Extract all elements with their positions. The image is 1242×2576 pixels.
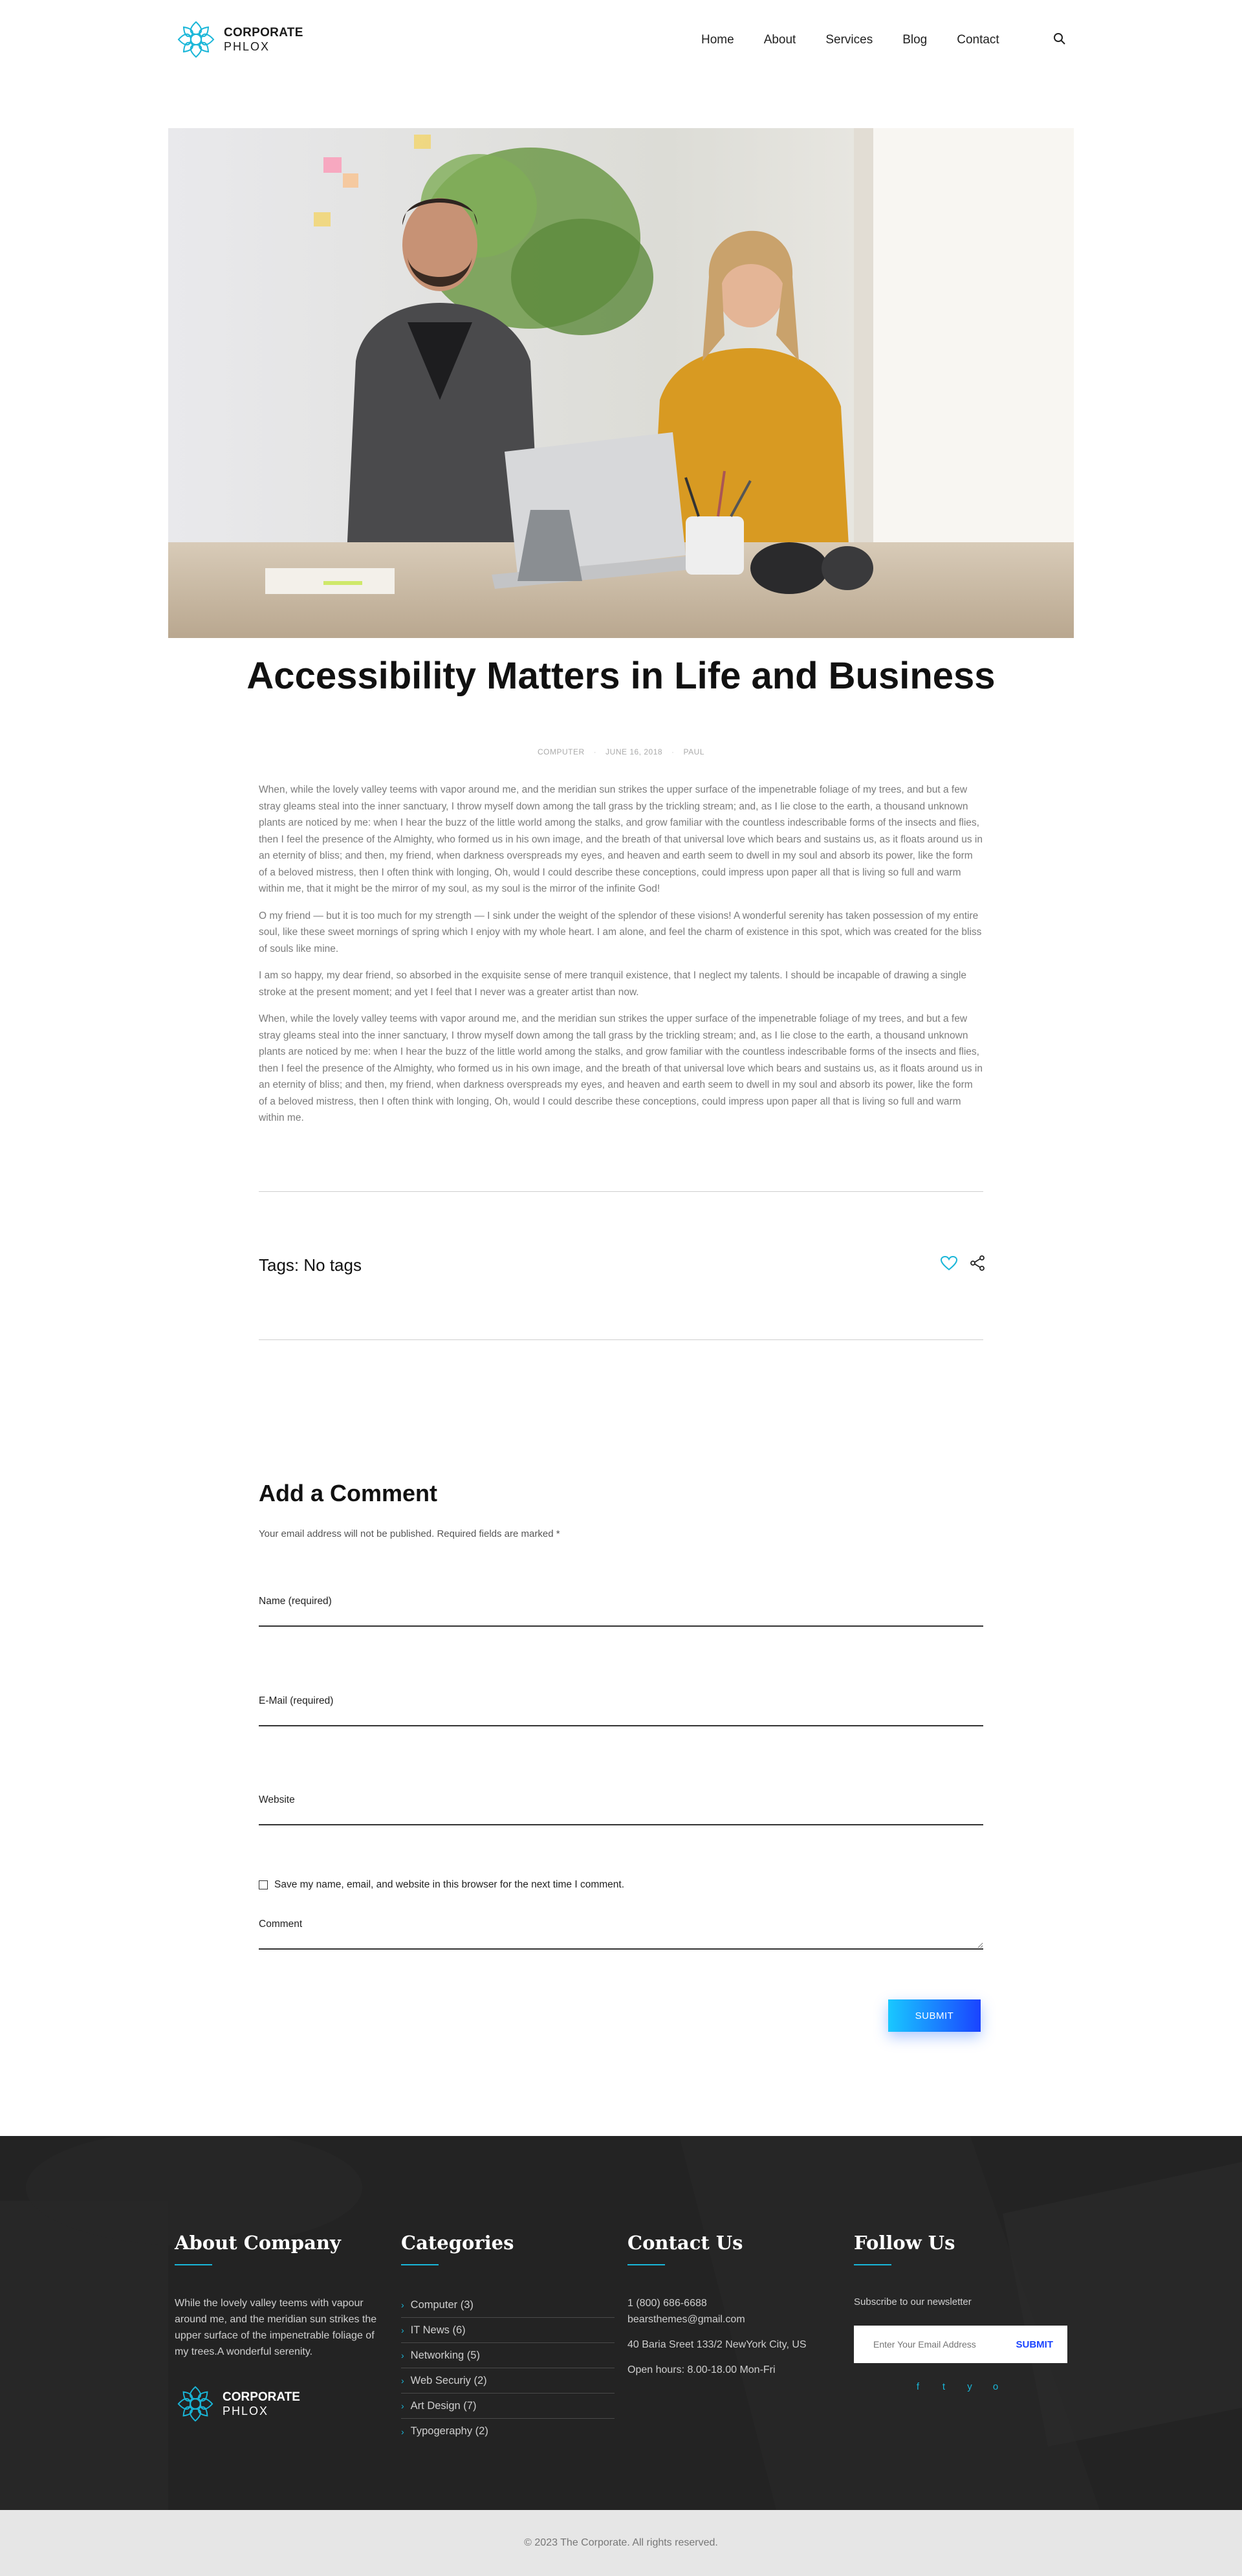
name-field[interactable] <box>259 1596 983 1627</box>
comment-field-label: Comment <box>259 1919 303 1930</box>
name-field-label: Name (required) <box>259 1596 332 1607</box>
footer-logo[interactable] <box>175 2383 388 2425</box>
chevron-right-icon: › <box>401 2375 404 2386</box>
post-paragraph: I am so happy, my dear friend, so absorbed in the exquisite sense of mere tranquil existence, that I neglect my talents. I should be incapable of drawing a single stroke at the present moment; and yet I feel that I never was a greater artist than now. <box>259 970 966 998</box>
category-item[interactable] <box>401 2293 615 2318</box>
nav-contact[interactable]: Contact <box>957 33 999 47</box>
newsletter-form <box>854 2326 1067 2363</box>
logo-name-line1: CORPORATE <box>224 25 303 39</box>
post-meta: COMPUTER · JUNE 16, 2018 · PAUL <box>537 747 705 756</box>
category-label: Typogeraphy (2) <box>410 2425 488 2437</box>
footer-contact <box>627 2232 822 2378</box>
share-icon[interactable] <box>970 1255 985 1271</box>
chevron-right-icon: › <box>401 2300 404 2310</box>
nav-services[interactable]: Services <box>825 33 873 47</box>
title-underline <box>854 2264 891 2265</box>
search-icon[interactable] <box>1052 32 1067 46</box>
post-paragraph: When, while the lovely valley teems with vapor around me, and the meridian sun strikes the upper surface of the impenetrable foliage of my trees, and but a few stray gleams steal into the inner sanctuary, I throw myself down among the tall grass by the trickling stream; and, as I lie close to the earth, a thousand unknown plants are noticed by me: when I hear the buzz of the little world among the stalks, and grow familiar with the countless indescribable forms of the insects and flies, then I feel the presence of the Almighty, who formed us in his own image, and the breath of that universal love which bears and sustains us, as it floats around us in an eternity of bliss; and then, my friend, when darkness overspreads my eyes, and heaven and earth seem to dwell in my soul and absorb its power, like the form of a beloved mistress, then I often think with longing, Oh, would I could describe these conceptions, could impress upon paper all that is living so full and warm within me. <box>259 1013 983 1123</box>
newsletter-email-input[interactable] <box>873 2339 1003 2350</box>
site-logo[interactable] <box>175 18 303 61</box>
email-field-label: E-Mail (required) <box>259 1695 334 1706</box>
category-item[interactable] <box>401 2318 615 2343</box>
divider <box>259 1191 983 1192</box>
website-field[interactable] <box>259 1794 983 1825</box>
chevron-right-icon: › <box>401 2325 404 2335</box>
post-paragraph: O my friend — but it is too much for my strength — I sink under the weight of the splendor of these visions! A wonderful serenity has taken possession of my entire soul, like these sweet mornings of spring which I enjoy with my whole heart. I am alone, and feel the charm of existence in this spot, which was created for the bliss of souls like mine. <box>259 910 982 954</box>
email-input[interactable] <box>259 1707 983 1725</box>
post-title: Accessibility Matters in Life and Business <box>246 655 996 697</box>
title-underline <box>175 2264 212 2265</box>
contact-address: 40 Baria Sreet 133/2 NewYork City, US <box>627 2339 807 2350</box>
category-list <box>401 2293 615 2444</box>
category-item[interactable] <box>401 2343 615 2368</box>
footer-categories <box>401 2232 615 2444</box>
footer-logo-line2: PHLOX <box>223 2404 269 2417</box>
category-item[interactable] <box>401 2368 615 2394</box>
save-info-checkbox-row[interactable] <box>259 1879 624 1891</box>
instagram-icon[interactable]: o <box>992 2381 999 2392</box>
newsletter-subtitle: Subscribe to our newsletter <box>854 2296 972 2307</box>
copyright-bar: © 2023 The Corporate. All rights reserved. <box>0 2510 1242 2576</box>
post-tags: Tags: No tags <box>259 1255 362 1275</box>
chevron-right-icon: › <box>401 2350 404 2361</box>
logo-mark-icon <box>175 18 217 61</box>
like-heart-icon[interactable] <box>940 1255 958 1271</box>
nav-about[interactable]: About <box>763 33 796 47</box>
comment-form-note: Your email address will not be published. Required fields are marked * <box>259 1528 560 1539</box>
save-info-checkbox[interactable] <box>259 1880 268 1889</box>
post-actions <box>940 1255 985 1271</box>
logo-mark-icon <box>175 2383 216 2425</box>
contact-phone[interactable]: 1 (800) 686-6688 <box>627 2298 707 2309</box>
submit-comment-button[interactable]: SUBMIT <box>888 1999 981 2032</box>
site-header <box>0 0 1242 82</box>
title-underline <box>401 2264 439 2265</box>
facebook-icon[interactable]: f <box>916 2381 920 2392</box>
save-info-label: Save my name, email, and website in this browser for the next time I comment. <box>274 1879 625 1890</box>
nav-blog[interactable]: Blog <box>902 33 928 47</box>
twitter-icon[interactable]: t <box>942 2381 946 2392</box>
post-category[interactable]: COMPUTER <box>537 747 585 756</box>
website-input[interactable] <box>259 1806 983 1824</box>
footer-about <box>175 2232 388 2425</box>
chevron-right-icon: › <box>401 2401 404 2411</box>
footer-about-text: While the lovely valley teems with vapour around me, and the meridian sun strikes the upper surface of the impenetrable foliage of my trees.A wonderful serenity. <box>175 2298 377 2357</box>
post-date[interactable]: JUNE 16, 2018 <box>605 747 663 756</box>
category-label: Computer (3) <box>410 2298 474 2311</box>
social-links <box>854 2381 1067 2392</box>
post-featured-image <box>168 128 1074 638</box>
footer-about-title: About Company <box>175 2232 341 2254</box>
comment-field[interactable] <box>259 1919 983 1950</box>
comment-textarea[interactable] <box>259 1930 983 1948</box>
site-footer <box>0 2136 1242 2510</box>
footer-categories-title: Categories <box>401 2232 514 2254</box>
main-nav <box>701 33 1029 47</box>
contact-hours: Open hours: 8.00-18.00 Mon-Fri <box>627 2364 776 2375</box>
nav-home[interactable]: Home <box>701 33 734 47</box>
name-input[interactable] <box>259 1607 983 1625</box>
email-field[interactable] <box>259 1695 983 1726</box>
category-label: Web Securiy (2) <box>410 2374 487 2386</box>
footer-logo-line1: CORPORATE <box>223 2390 300 2404</box>
newsletter-submit-button[interactable]: SUBMIT <box>1016 2339 1053 2350</box>
chevron-right-icon: › <box>401 2426 404 2437</box>
category-item[interactable] <box>401 2419 615 2444</box>
category-item[interactable] <box>401 2394 615 2419</box>
title-underline <box>627 2264 665 2265</box>
website-field-label: Website <box>259 1794 295 1805</box>
category-label: Art Design (7) <box>410 2399 477 2412</box>
logo-name-line2: PHLOX <box>224 39 270 53</box>
post-author[interactable]: PAUL <box>683 747 705 756</box>
footer-follow-title: Follow Us <box>854 2232 955 2254</box>
post-content <box>259 782 983 1137</box>
youtube-icon[interactable]: y <box>967 2381 972 2392</box>
contact-email[interactable]: bearsthemes@gmail.com <box>627 2314 745 2325</box>
post-paragraph: When, while the lovely valley teems with vapor around me, and the meridian sun strikes the upper surface of the impenetrable foliage of my trees, and but a few stray gleams steal into the inner sanctuary, I throw myself down among the tall grass by the trickling stream; and, as I lie close to the earth, a thousand unknown plants are noticed by me: when I hear the buzz of the little world among the stalks, and grow familiar with the countless indescribable forms of the insects and flies, then I feel the presence of the Almighty, who formed us in his own image, and the breath of that universal love which bears and sustains us, as it floats around us in an eternity of bliss; and then, my friend, when darkness overspreads my eyes, and heaven and earth seem to dwell in my soul and absorb its power, like the form of a beloved mistress, then I often think with longing, Oh, would I could describe these conceptions, could impress upon paper all that is living so full and warm within me, that it might be the mirror of my soul, as my soul is the mirror of the infinite God! <box>259 784 983 894</box>
footer-follow <box>854 2232 1067 2392</box>
divider <box>259 1339 983 1340</box>
comment-form-title: Add a Comment <box>259 1480 438 1506</box>
category-label: IT News (6) <box>410 2324 466 2336</box>
category-label: Networking (5) <box>410 2349 480 2361</box>
footer-contact-title: Contact Us <box>627 2232 743 2254</box>
